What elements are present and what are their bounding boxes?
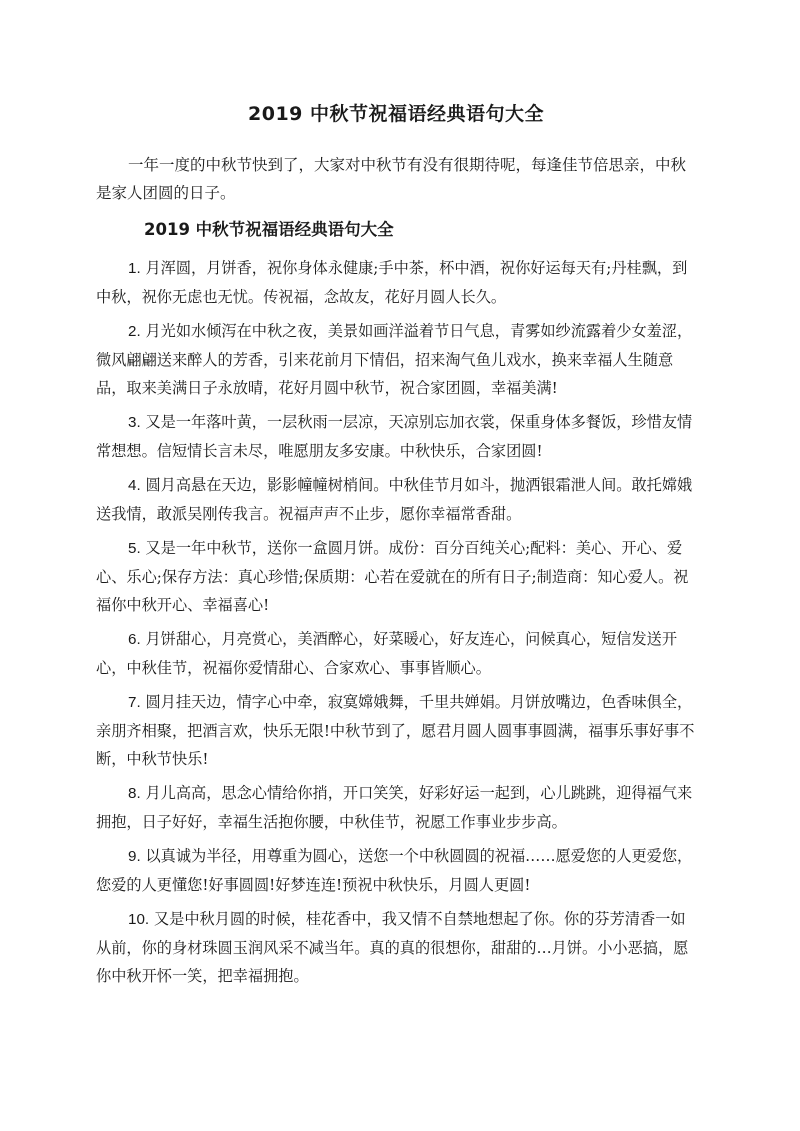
item-text: 以真诚为半径，用尊重为圆心，送您一个中秋圆圆的祝福……愿爱您的人更爱您，您爱的人更懂您!好事圆圆!好梦连连!预祝中秋快乐，月圆人更圆! (96, 847, 693, 894)
item-text: 圆月挂天边，情字心中牵，寂寞嫦娥舞，千里共婵娟。月饼放嘴边，色香味俱全，亲朋齐相聚，把酒言欢，快乐无限!中秋节到了，愿君月圆人圆事事圆满，福事乐事好事不断，中秋节快乐! (96, 693, 695, 768)
blessing-item (96, 408, 696, 465)
item-number: 8. (128, 785, 141, 802)
item-text: 圆月高悬在天边，影影幢幢树梢间。中秋佳节月如斗，抛洒银霜泄人间。敢托嫦娥送我情，敢派吴刚传我言。祝福声声不止步，愿你幸福常香甜。 (96, 476, 693, 523)
blessing-item (96, 534, 696, 619)
blessing-item (96, 905, 696, 990)
item-number: 1. (128, 260, 141, 277)
item-text: 又是一年中秋节，送你一盒圆月饼。成份：百分百纯关心;配料：美心、开心、爱心、乐心;保存方法：真心珍惜;保质期：心若在爱就在的所有日子;制造商：知心爱人。祝福你中秋开心、幸福喜心! (96, 539, 689, 614)
blessing-item (96, 317, 696, 402)
item-number: 6. (128, 631, 141, 648)
item-text: 月儿高高，思念心情给你捎，开口笑笑，好彩好运一起到，心儿跳跳，迎得福气来拥抱，日子好好，幸福生活抱你腰，中秋佳节，祝愿工作事业步步高。 (96, 784, 693, 831)
blessing-item (96, 688, 696, 773)
item-text: 月浑圆，月饼香，祝你身体永健康;手中茶，杯中酒，祝你好运每天有;丹桂飘，到中秋，祝你无虑也无忧。传祝福，念故友，花好月圆人长久。 (96, 259, 688, 306)
blessing-item (96, 471, 696, 528)
blessing-item (96, 842, 696, 899)
item-number: 5. (128, 540, 141, 557)
section-heading: 2019 中秋节祝福语经典语句大全 (144, 220, 394, 239)
item-text: 又是中秋月圆的时候，桂花香中，我又情不自禁地想起了你。你的芬芳清香一如从前，你的身材珠圆玉润风采不减当年。真的真的很想你，甜甜的…月饼。小小恶搞，愿你中秋开怀一笑，把幸福拥抱。 (96, 910, 689, 985)
item-number: 2. (128, 323, 141, 340)
blessing-item (96, 625, 696, 682)
item-number: 7. (128, 694, 141, 711)
blessing-item (96, 779, 696, 836)
intro-paragraph: 一年一度的中秋节快到了，大家对中秋节有没有很期待呢，每逢佳节倍思亲，中秋是家人团圆的日子。 (96, 156, 687, 202)
item-number: 3. (128, 414, 141, 431)
item-text: 又是一年落叶黄，一层秋雨一层凉，天凉别忘加衣裳，保重身体多餐饭，珍惜友情常想想。信短情长言未尽，唯愿朋友多安康。中秋快乐，合家团圆! (96, 413, 693, 460)
item-number: 9. (128, 848, 141, 865)
blessing-item (96, 254, 696, 311)
item-number: 4. (128, 477, 141, 494)
item-number: 10. (128, 911, 150, 928)
item-text: 月饼甜心，月亮赏心，美酒醉心，好菜暖心，好友连心，问候真心，短信发送开心，中秋佳节，祝福你爱情甜心、合家欢心、事事皆顺心。 (96, 630, 678, 677)
item-text: 月光如水倾泻在中秋之夜，美景如画洋溢着节日气息，青雾如纱流露着少女羞涩，微风翩翩送来醉人的芳香，引来花前月下情侣，招来淘气鱼儿戏水，换来幸福人生随意品，取来美满日子永放晴，花好月圆中秋节，祝合家团圆，幸福美满! (96, 322, 693, 397)
page-title: 2019 中秋节祝福语经典语句大全 (248, 103, 544, 125)
